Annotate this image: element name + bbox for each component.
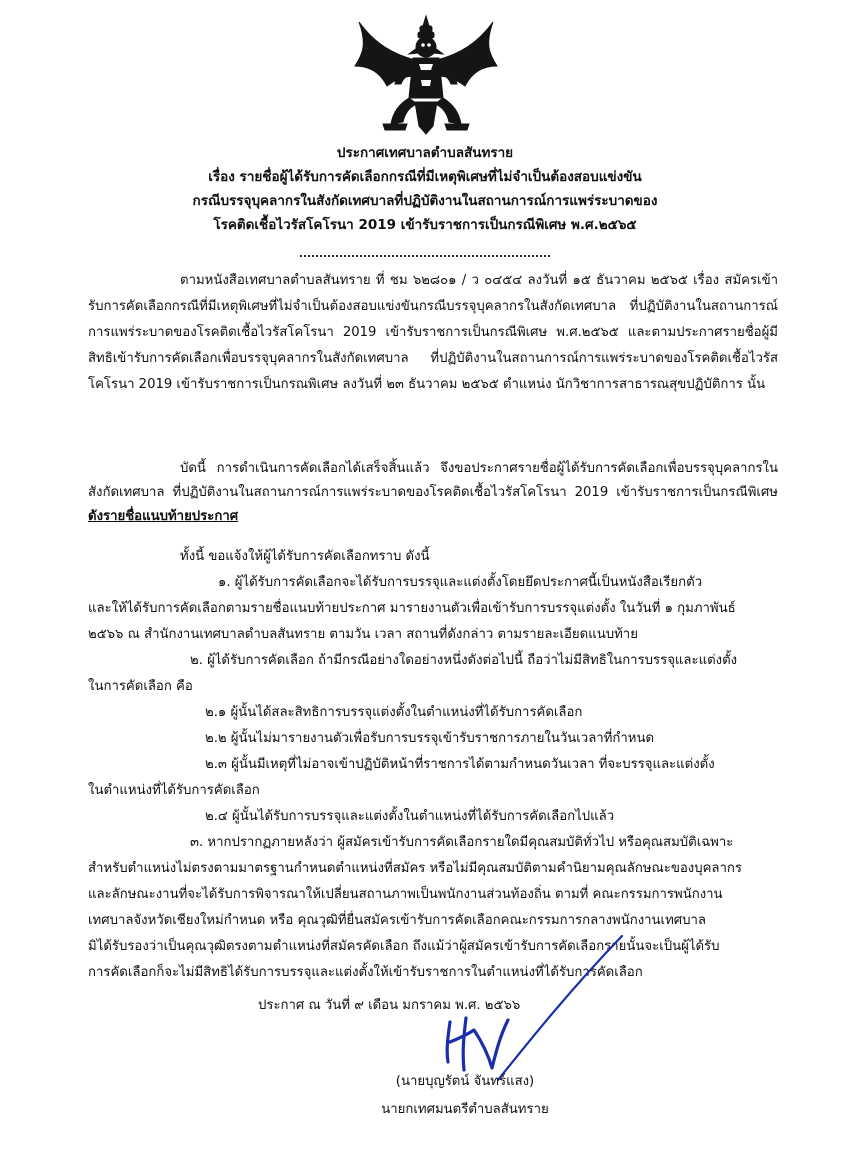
item-1-line-1: ๑. ผู้ได้รับการคัดเลือกจะได้รับการบรรจุและแต่งตั้งโดยยึดประกาศนี้เป็นหนังสือเรียกตัว (218, 575, 703, 590)
subject-line: เรื่อง รายชื่อผู้ได้รับการคัดเลือกกรณีที่มีเหตุพิเศษที่ไม่จำเป็นต้องสอบแข่งขัน (208, 169, 642, 185)
item-2-line-1: ๒. ผู้ได้รับการคัดเลือก ถ้ามีกรณีอย่างใดอย่างหนึ่งดังต่อไปนี้ ถือว่าไม่มีสิทธิในการบรรจุและแต่งตั้ง (190, 653, 738, 668)
subitem-2-3-line-2: ในตำแหน่งที่ได้รับการคัดเลือก (88, 783, 260, 798)
item-2-line-2: ในการคัดเลือก คือ (88, 679, 193, 694)
item-1-line-2: และให้ได้รับการคัดเลือกตามรายชื่อแนบท้ายประกาศ มารายงานตัวเพื่อเข้ารับการบรรจุแต่งตั้ง ในวันที่ ๑ กุมภาพันธ์ (88, 601, 736, 616)
result-paragraph-text: บัดนี้ การดำเนินการคัดเลือกได้เสร็จสิ้นแล้ว จึงขอประกาศรายชื่อผู้ได้รับการคัดเลือกเพื่อบรรจุบุคลากรในสังกัดเทศบาล ที่ปฏิบัติงานในสถานการณ์การแพร่ระบาดของโรคติดเชื้อไวรัสโคโรนา 2019 เข้ารับราชการเป็นกรณีพิเศษ (88, 461, 778, 500)
item-3-line-6: การคัดเลือกก็จะไม่มีสิทธิได้รับการบรรจุและแต่งตั้งให้เข้ารับราชการในตำแหน่งที่ได้รับการคัดเลือก (88, 965, 643, 980)
garuda-emblem-icon (353, 14, 499, 136)
result-paragraph (88, 457, 778, 529)
subject-line-3: โรคติดเชื้อไวรัสโคโรนา 2019 เข้ารับราชการเป็นกรณีพิเศษ พ.ศ.๒๕๖๕ (213, 217, 637, 233)
notice-intro: ทั้งนี้ ขอแจ้งให้ผู้ได้รับการคัดเลือกทราบ ดังนี้ (180, 549, 430, 564)
subitem-2-3-line-1: ๒.๓ ผู้นั้นมีเหตุที่ไม่อาจเข้าปฏิบัติหน้าที่ราชการได้ตามกำหนดวันเวลา ที่จะบรรจุและแต่งตั้ง (205, 757, 715, 772)
item-3-line-4: เทศบาลจังหวัดเชียงใหม่กำหนด หรือ คุณวุฒิที่ยื่นสมัครเข้ารับการคัดเลือกคณะกรรมการกลางพนักงานเทศบาล (88, 913, 706, 928)
item-1-line-3: ๒๕๖๖ ณ สำนักงานเทศบาลตำบลสันทราย ตามวัน เวลา สถานที่ดังกล่าว ตามรายละเอียดแนบท้าย (88, 627, 638, 642)
announcement-heading (80, 141, 770, 237)
reference-paragraph: ตามหนังสือเทศบาลตำบลสันทราย ที่ ชม ๖๒๘๐๑ / ว ๐๔๕๔ ลงวันที่ ๑๕ ธันวาคม ๒๕๖๕ เรื่อง สมัครเข้ารับการคัดเลือกกรณีที่มีเหตุพิเศษที่ไม่จำเป็นต้องสอบแข่งขันกรณีบรรจุบุคลากรในสังกัดเทศบาล ที่ปฏิบัติงานในสถานการณ์การแพร่ระบาดของโรคติดเชื้อไวรัสโคโรนา 2019 เข้ารับราชการเป็นกรณีพิเศษ พ.ศ.๒๕๖๕ และตามประกาศรายชื่อผู้มีสิทธิเข้ารับการคัดเลือกเพื่อบรรจุบุคลากรในสังกัดเทศบาล ที่ปฏิบัติงานในสถานการณ์การแพร่ระบาดของโรคติดเชื้อไวรัสโคโรนา 2019 เข้ารับราชการเป็นกรณพิเศษ ลงวันที่ ๒๓ ธันวาคม ๒๕๖๕ ตำแหน่ง นักวิชาการสาธารณสุขปฏิบัติการ นั้น (88, 273, 778, 392)
subject-line-2: กรณีบรรจุบุคลากรในสังกัดเทศบาลที่ปฏิบัติงานในสถานการณ์การแพร่ระบาดของ (192, 193, 658, 209)
signer-name: (นายบุญรัตน์ จันทร์แสง) (395, 1074, 535, 1089)
subitem-2-1: ๒.๑ ผู้นั้นได้สละสิทธิการบรรจุแต่งตั้งในตำแหน่งที่ได้รับการคัดเลือก (205, 705, 583, 720)
item-3-line-3: และลักษณะงานที่จะได้รับการพิจารณาให้เปลี่ยนสถานภาพเป็นพนักงานส่วนท้องถิ่น ตามที่ คณะกรรมการพนักงาน (88, 887, 723, 902)
subitem-2-2: ๒.๒ ผู้นั้นไม่มารายงานตัวเพื่อรับการบรรจุเข้ารับราชการภายในวันเวลาที่กำหนด (205, 731, 655, 746)
dotted-divider (300, 255, 550, 257)
issuer-title: ประกาศเทศบาลตำบลสันทราย (336, 145, 514, 161)
item-3-line-1: ๓. หากปรากฏภายหลังว่า ผู้สมัครเข้ารับการคัดเลือกรายใดมีคุณสมบัติทั่วไป หรือคุณสมบัติเฉพาะ (190, 835, 734, 850)
handwritten-signature-icon (438, 1012, 518, 1074)
item-3-line-2: สำหรับตำแหน่งไม่ตรงตามมาตรฐานกำหนดตำแหน่งที่สมัคร หรือไม่มีคุณสมบัติตามคำนิยามคุณลักษณะของบุคลากร (88, 861, 742, 876)
announcement-date: ประกาศ ณ วันที่ ๙ เดือน มกราคม พ.ศ. ๒๕๖๖ (258, 998, 521, 1013)
attachment-emphasis: ดังรายชื่อแนบท้ายประกาศ (88, 509, 239, 524)
subitem-2-4: ๒.๔ ผู้นั้นได้รับการบรรจุและแต่งตั้งในตำแหน่งที่ได้รับการคัดเลือกไปแล้ว (205, 809, 615, 824)
signer-position: นายกเทศมนตรีตำบลสันทราย (381, 1102, 549, 1117)
item-3-line-5: มิได้รับรองว่าเป็นคุณวุฒิตรงตามตำแหน่งที่สมัครคัดเลือก ถึงแม้ว่าผู้สมัครเข้ารับการคัดเลือกรายนั้นจะเป็นผู้ได้รับ (88, 939, 720, 954)
